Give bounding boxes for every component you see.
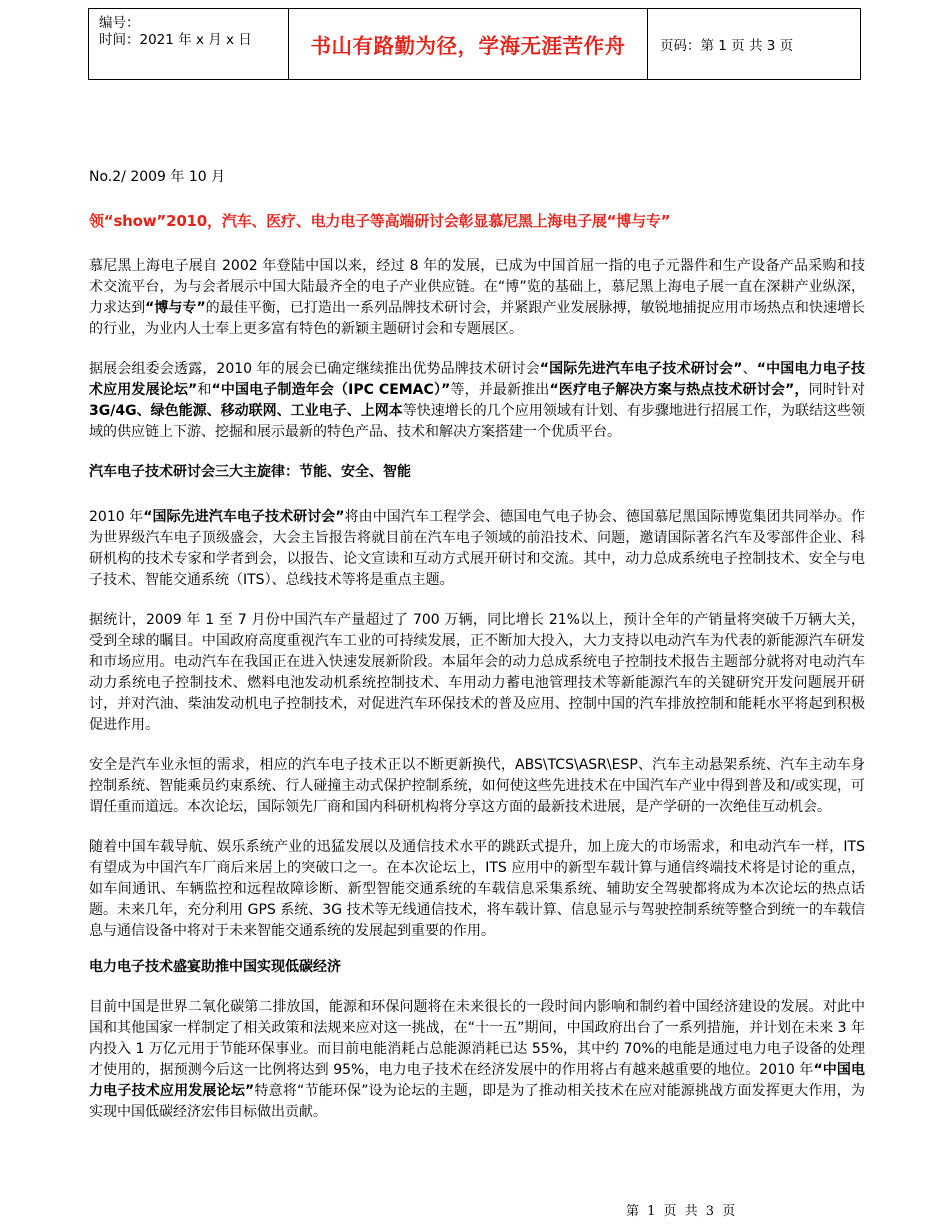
paragraph-automotive-seminar [89, 507, 865, 591]
header-motto: 书山有路勤为径，学海无涯苦作舟 [310, 34, 626, 58]
text-run: 目前中国是世界二氧化碳第二排放国，能源和环保问题将在未来很长的一段时间内影响和制约着中国经济建设的发展。对此中国和其他国家一样制定了相关政策和法规来应对这一挑战，在“十一五”期间，中国政府出台了一系列措施，并计划在未来 3 年内投入 1 万亿元用于节能环保事业。而目前电能消耗占总能源消耗已达 55%，其中约 70%的电能是通过电力电子设备的处理才使用的，据预测今后这一比例将达到 95%，电力电子技术在经济发展中的作用将占有越来越重要的地位。2010 年 [89, 999, 865, 1078]
text-run: 、 [742, 361, 757, 377]
bold-text-run: “博与专” [145, 300, 206, 316]
paragraph-its: 随着中国车载导航、娱乐系统产业的迅猛发展以及通信技术水平的跳跃式提升，加上庞大的市场需求，和电动汽车一样，ITS 有望成为中国汽车厂商后来居上的突破口之一。在本次论坛上，ITS 应用中的新型车载计算与通信终端技术将是讨论的重点，如车间通讯、车辆监控和远程故障诊断、新型智能交通系统的车载信息采集系统、辅助安全驾驶都将成为本次论坛的热点话题。未来几年，充分利用 GPS 系统、3G 技术等无线通信技术，将车载计算、信息显示与驾驶控制系统等整合到统一的车载信息与通信设备中将对于未来智能交通系统的发展起到重要的作用。 [89, 839, 865, 939]
text-run: 的最佳平衡，已打造出一系列品牌技术研讨会，并紧跟产业发展脉搏，敏锐地捕捉应用市场热点和快速增长的行业，为业内人士奉上更多富有特色的新颖主题研讨会和专题展区。 [89, 300, 866, 337]
paragraph-power-electronics [89, 997, 865, 1123]
page-header [88, 8, 861, 80]
bold-text-run: “国际先进汽车电子技术研讨会” [539, 361, 743, 377]
issue-date: No.2/ 2009 年 10 月 [89, 169, 226, 185]
section-heading-power-electronics: 电力电子技术盛宴助推中国实现低碳经济 [89, 959, 341, 975]
document-time-label: 时间：2021 年 x 月 x 日 [99, 32, 252, 48]
text-run: 特意将“节能环保”设为论坛的主题，即是为了推动相关技术在应对能源挑战方面发挥更大作用，为实现中国低碳经济宏伟目标做出贡献。 [89, 1083, 865, 1120]
paragraph-intro [89, 256, 865, 340]
text-run: 2010 年 [89, 509, 144, 525]
bold-text-run: “医疗电子解决方案与热点技术研讨会”， [549, 382, 809, 398]
bold-text-run: “中国电力电子技术应用发展论坛” [89, 361, 866, 398]
section-heading-automotive: 汽车电子技术研讨会三大主旋律：节能、安全、智能 [89, 464, 411, 480]
document-number-label: 编号： [99, 15, 140, 31]
bold-text-run: “国际先进汽车电子技术研讨会” [143, 509, 345, 525]
page-footer: 第 1 页 共 3 页 [626, 1204, 738, 1219]
text-run: 慕尼黑上海电子展自 2002 年登陆中国以来，经过 8 年的发展，已成为中国首屈一指的电子元器件和生产设备产品采购和技术交流平台，为与会者展示中国大陆最齐全的电子产业供应链。在“博”览的基础上，慕尼黑上海电子展一直在深耕产业纵深，力求达到 [89, 258, 865, 316]
text-run: 据展会组委会透露，2010 年的展会已确定继续推出优势品牌技术研讨会 [89, 361, 540, 377]
header-meta [89, 9, 289, 80]
text-run: 等，并最新推出 [450, 382, 550, 398]
document-body [89, 167, 865, 1142]
bold-text-run: 3G/4G、绿色能源、移动联网、工业电子、上网本 [89, 403, 403, 419]
paragraph-seminars [89, 359, 865, 443]
text-run: 将由中国汽车工程学会、德国电气电子协会、德国慕尼黑国际博览集团共同举办。作为世界级汽车电子顶级盛会，大会主旨报告将就目前在汽车电子领域的前沿技术、问题，邀请国际著名汽车及零部件企业、科研机构的技术专家和学者到会，以报告、论文宣读和互动方式展开研讨和交流。其中，动力总成系统电子控制技术、安全与电子技术、智能交通系统（ITS）、总线技术等将是重点主题。 [89, 509, 865, 588]
text-run: 和 [197, 382, 212, 398]
paragraph-statistics: 据统计，2009 年 1 至 7 月份中国汽车产量超过了 700 万辆，同比增长 21%以上，预计全年的产销量将突破千万辆大关，受到全球的瞩目。中国政府高度重视汽车工业的可持续发展，正不断加大投入，大力支持以电动汽车为代表的新能源汽车研发和市场应用。电动汽车在我国正在进入快速发展新阶段。本届年会的动力总成系统电子控制技术报告主题部分就将对电动汽车动力系统电子控制技术、燃料电池发动机系统控制技术、车用动力蓄电池管理技术等新能源汽车的关键研究开发问题展开研讨，并对汽油、柴油发动机电子控制技术，对促进汽车环保技术的普及应用、控制中国的汽车排放控制和能耗水平将起到积极促进作用。 [89, 612, 865, 733]
bold-text-run: “中国电子制造年会（IPC CEMAC）” [211, 382, 451, 398]
header-page-number: 页码：第 1 页 共 3 页 [648, 9, 861, 80]
text-run: 同时针对 [808, 382, 866, 398]
text-run: 等快速增长的几个应用领域有计划、有步骤地进行招展工作，为联结这些领域的供应链上下游、挖掘和展示最新的特色产品、技术和解决方案搭建一个优质平台。 [89, 403, 866, 440]
paragraph-safety: 安全是汽车业永恒的需求，相应的汽车电子技术正以不断更新换代，ABS\TCS\ASR\ESP、汽车主动悬架系统、汽车主动车身控制系统、智能乘员约束系统、行人碰撞主动式保护控制系统，如何使这些先进技术在中国汽车产业中得到普及和/或实现，可谓任重而道远。本次论坛，国际领先厂商和国内科研机构将分享这方面的最新技术进展，是产学研的一次绝佳互动机会。 [89, 757, 865, 815]
article-headline: 领“show”2010，汽车、医疗、电力电子等高端研讨会彰显慕尼黑上海电子展“博与专” [89, 212, 671, 230]
header-motto-cell [289, 9, 648, 80]
bold-text-run: “中国电力电子技术应用发展论坛” [89, 1062, 865, 1099]
